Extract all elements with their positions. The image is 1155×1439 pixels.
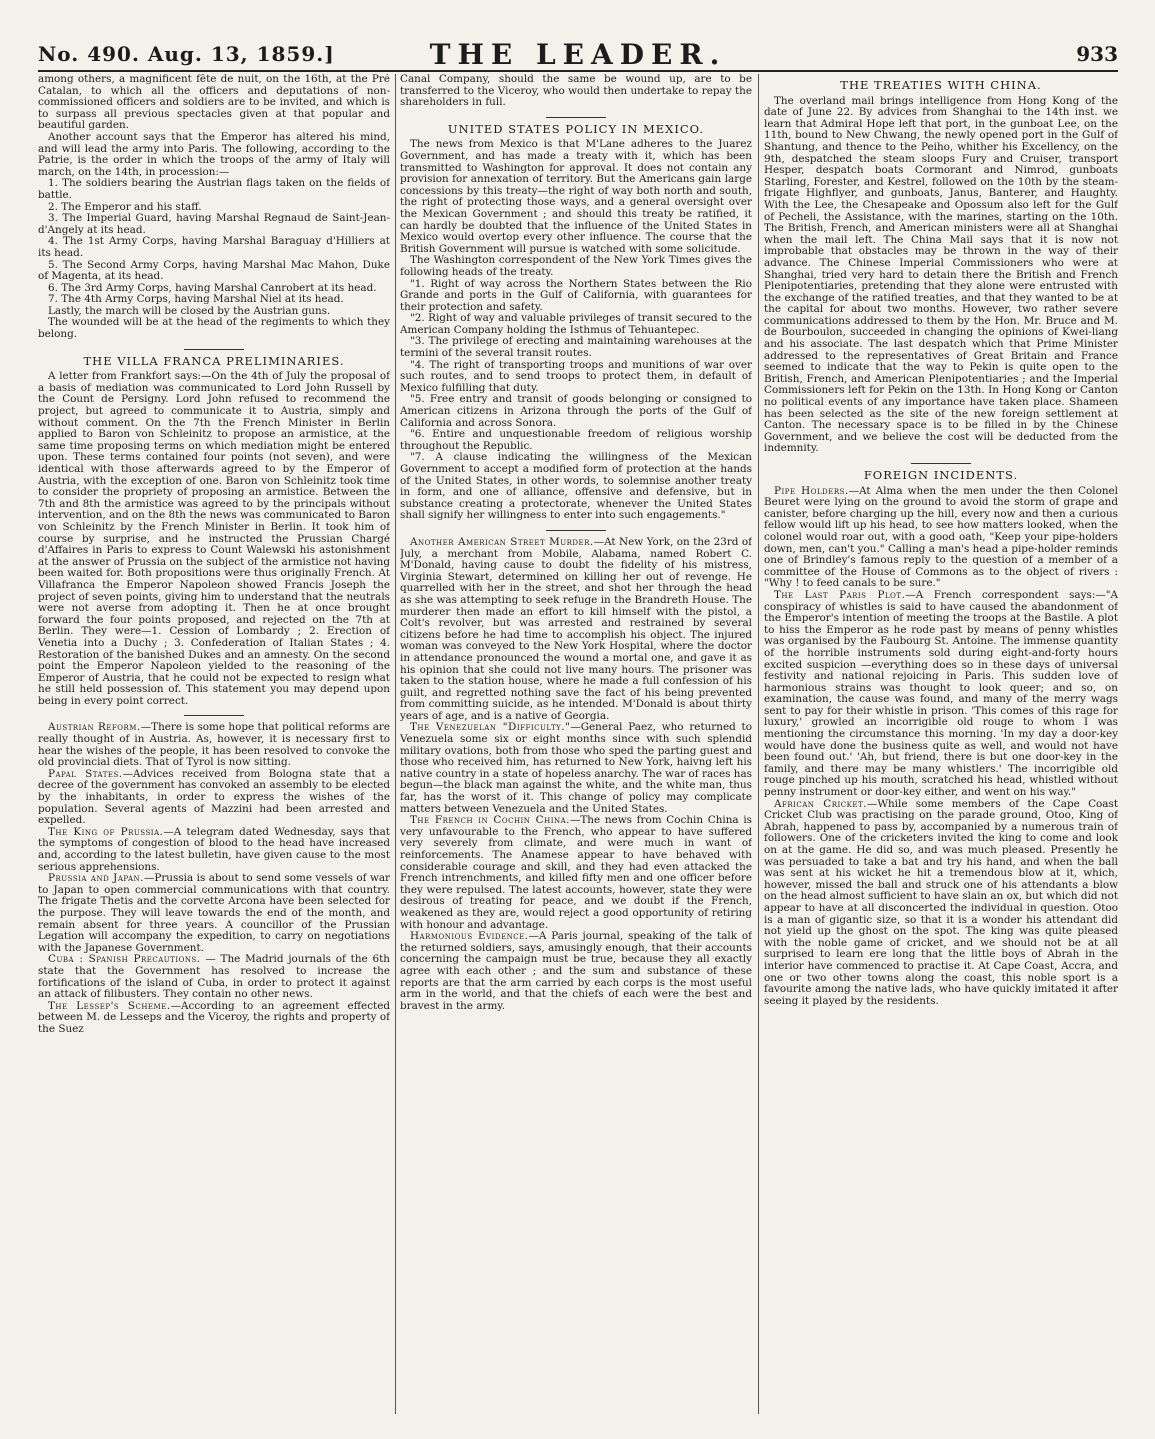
section-heading: THE VILLA FRANCA PRELIMINARIES. bbox=[83, 353, 345, 368]
item-text: —A Paris journal, speaking of the talk of the returned soldiers, says, amusingly enough, that their accounts concerning the campaign must be true, because they all exactly agree with each other ; and the sum and substance of these reports are that the arm carried by each corps is the most useful arm in the world, and that the chiefs of each were the best and bravest in the army. bbox=[400, 930, 752, 1012]
list-item: 3. The Imperial Guard, having Marshal Regnaud de Saint-Jean-d'Angely at its head. bbox=[38, 212, 390, 236]
item-text: —At New York, on the 23rd of July, a merchant from Mobile, Alabama, named Robert C. M'Donald, having cause to doubt the fidelity of his mistress, Virginia Stewart, determined on killing her out of revenge. He quarrelled with her in the street, and shot her through the head as she was attempting to seek refuge in the Brandreth House. The murderer then made an effort to kill himself with the pistol, a Colt's revolver, but was arrested and restrained by several citizens before he had time to accomplish his object. The injured woman was conveyed to the New York Hospital, where the doctor in attendance pronounced the wound a mortal one, and gave it as his opinion that she could not live many hours. The prisoner was taken to the station house, where he made a full confession of his guilt, and regretted nothing save the fact of his being prevented from committing suicide, as he intended. M'Donald is about thirty years of age, and is a native of Georgia. bbox=[400, 535, 752, 722]
section-divider bbox=[911, 463, 971, 464]
paragraph: Canal Company, should the same be wound up, are to be transferred to the Viceroy, who would then undertake to repay the shareholders in full. bbox=[400, 74, 752, 109]
news-item bbox=[38, 769, 390, 827]
issue-date: No. 490. Aug. 13, 1859.] bbox=[38, 42, 335, 66]
section-divider bbox=[184, 715, 244, 716]
section-heading: UNITED STATES POLICY IN MEXICO. bbox=[447, 121, 705, 136]
paragraph: The wounded will be at the head of the regiments to which they belong. bbox=[38, 316, 390, 341]
item-label: Another American Street Murder. bbox=[410, 535, 594, 548]
column-3 bbox=[764, 74, 1118, 1419]
section-divider bbox=[546, 117, 606, 118]
treaty-item: "7. A clause indicating the willingness of the Mexican Government to accept a modified form of protection at the hands of the United States, in other words, to solemnise another treaty in form, and one of alliance, offensive and defensive, but in substance creating a protectorate, whenever the United States shall signify her willingness to enter into such engagements." bbox=[400, 451, 752, 522]
item-label: African Cricket. bbox=[774, 797, 867, 810]
paragraph: Lastly, the march will be closed by the Austrian guns. bbox=[48, 304, 331, 317]
list-item: 5. The Second Army Corps, having Marshal Mac Mahon, Duke of Magenta, at its head. bbox=[38, 258, 390, 283]
news-item bbox=[400, 537, 752, 723]
treaty-item: "1. Right of way across the Northern States between the Rio Grande and ports in the Gulf of California, with guarantees for their protection and safety. bbox=[400, 277, 752, 313]
item-text: —General Paez, who returned to Venezuela some six or eight months since with such splendid military ovations, both from those who sped the parting guest and those who received him, has returned to New York, haivng left his native country in a state of hopeless anarchy. The war of races has begun—the black man against the white, and the white man, thus far, has the worst of it. This change of policy may complicate matters between Venezuela and the United States. bbox=[400, 721, 752, 815]
column-1 bbox=[38, 74, 390, 1419]
item-text: —Advices received from Bologna state that a decree of the government has convoked an assembly to be elected by the inhabitants, in order to express the wishes of the population. Several agents of Mazzini had been arrested and expelled. bbox=[38, 767, 390, 827]
item-label: The King of Prussia. bbox=[48, 825, 164, 838]
list-item: 6. The 3rd Army Corps, having Marshal Canrobert at its head. bbox=[48, 281, 377, 294]
news-item bbox=[38, 722, 390, 768]
column-rule bbox=[758, 74, 759, 1414]
item-text: —There is some hope that political reforms are really thought of in Austria. As, however, it is necessary first to hear the wishes of the people, it has been resolved to convoke the old provincial diets. That of Tyrol is now sitting. bbox=[38, 721, 390, 769]
list-item: 2. The Emperor and his staff. bbox=[48, 200, 202, 213]
treaty-item: "3. The privilege of erecting and maintaining warehouses at the termini of the several transit routes. bbox=[400, 335, 752, 360]
item-text: —The news from Cochin China is very unfavourable to the French, who appear to have suffered very severely from climate, and were much in want of reinforcements. The Anamese appear to have behaved with considerable courage and skill, and they had even attacked the French intrenchments, and killed fifty men and one officer before they were repulsed. The latest accounts, however, state they were desirous of treating for peace, and we doubt if the French, weakened as they are, would reject a good opportunity of retiring with honour and advantage. bbox=[400, 814, 752, 931]
page-number: 933 bbox=[1076, 42, 1118, 66]
item-label: The Venezuelan "Difficulty." bbox=[410, 721, 571, 734]
item-text: — The Madrid journals of the 6th state that the Government has resolved to increase the fortifications of the island of Cuba, in order to protect it against an attack of filibusters. They contain no other news. bbox=[38, 953, 390, 1001]
paragraph: among others, a magnificent fête de nuit, on the 16th, at the Pré Catalan, to which all the officers and deputations of non-commissioned officers and soldiers are to be invited, and which is to surpass all previous spectacles given at that popular and beautiful garden. bbox=[38, 74, 390, 132]
list-item: 7. The 4th Army Corps, having Marshal Niel at its head. bbox=[48, 293, 344, 306]
column-2 bbox=[400, 74, 752, 1419]
item-label: Prussia and Japan. bbox=[48, 872, 144, 885]
item-label: The Lessep's Scheme. bbox=[48, 999, 171, 1012]
item-label: The Last Paris Plot. bbox=[774, 588, 906, 601]
treaty-item: "4. The right of transporting troops and munitions of war over such routes, and to send troops to protect them, in default of Mexico fulfilling that duty. bbox=[400, 358, 752, 394]
article-body: The overland mail brings intelligence from Hong Kong of the date of June 22. By advices from Shanghai to the 14th inst. we learn that Admiral Hope left that port, in the gunboat Lee, on the 11th, bound to New Chwang, the newly opened port in the Gulf of Shantung, and thence to the Peiho, whither his Excellency, on the 9th, despatched the steam sloops Fury and Cruiser, transport Hesper, despatch boats Cormorant and Nimrod, gunboats Starling, Forester, and Kestrel, followed on the 10th by the steam-frigate Highflyer, and gunboats, Janus, Banterer, and Haughty. With the Lee, the Chesapeake and Opossum also left for the Gulf of Pecheli, the Assistance, with the marines, starting on the 10th. The British, French, and American ministers were all at Shanghai when the mail left. The China Mail says that it is now not improbable that obstacles may be thrown in the way of their advance. The Chinese Imperial Commissioners who were at Shanghai, tried very hard to detain there the British and French Plenipotentiaries, pretending that they alone were entrusted with the exchange of the ratified treaties, and that they wanted to be at the capital for about two months. However, two rather severe communications addressed to them by the Hon. Mr. Bruce and M. de Bourboulon, succeeded in changing the opinions of Kwei-liang and his associate. The last despatch which that Prime Minister addressed to the representatives of Great Britain and France seemed to indicate that the way to Pekin is quite open to the British, French, and American Plenipotentiaries ; and the Imperial Commissioners left for Pekin on the 13th. In Hong Kong or Canton no political events of any importance have taken place. Shameen has been selected as the site of the new foreign settlement at Canton. The necessary space is to be filled in by the Chinese Government, and we believe the cost will be deducted from the indemnity. bbox=[764, 94, 1118, 455]
treaty-item: "2. Right of way and valuable privileges of transit secured to the American Company holding the Isthmus of Tehuantepec. bbox=[400, 312, 752, 336]
news-item bbox=[38, 827, 390, 873]
item-label: Harmonious Evidence. bbox=[410, 930, 529, 943]
news-item bbox=[764, 486, 1118, 590]
item-text: —According to an agreement effected between M. de Lesseps and the Viceroy, the rights and property of the Suez bbox=[38, 999, 390, 1035]
news-item bbox=[38, 954, 390, 1000]
item-label: Pipe Holders. bbox=[774, 484, 849, 497]
item-label: Cuba : Spanish Precautions. bbox=[48, 953, 201, 966]
paragraph: Another account says that the Emperor has altered his mind, and will lead the army into Paris. The following, according to the Patrie, is the order in which the troops of the army of Italy will march, on the 14th, in procession:— bbox=[38, 130, 390, 178]
item-label: Austrian Reform. bbox=[48, 721, 141, 734]
article-body: A letter from Frankfort says:—On the 4th of July the proposal of a basis of mediation was communicated to Lord John Russell by the Count de Persigny. Lord John refused to recommend the project, but agreed to communicate it to Austria, simply and without comment. On the 7th the French Minister in Berlin applied to Baron von Schleinitz to propose an armistice, at the same time proposing terms on which mediation might be entered upon. These terms contained four points (not seven), and were identical with those afterwards agreed to by the Emperor of Austria, with the exception of one. Baron von Schleinitz took time to consider the propriety of proposing an armistice. Between the 7th and 8th the armistice was agreed to by the principals without intervention, and on the 8th the news was communicated to Baron von Schleinitz by the French Minister in Berlin. It took him of course by surprise, and he instructed the Prussian Chargé d'Affaires in Paris to express to Count Walewski his astonishment at the answer of Prussia on the subject of the armistice not having been waited for. Both propositions were thus originally French. At Villafranca the Emperor Napoleon showed Francis Joseph the project of seven points, giving him to understand that the neutrals were not averse from adopting it. Then he at once brought forward the four points proposed, and rejected on the 7th at Berlin. They were—1. Cession of Lombardy ; 2. Erection of Venetia into a Duchy ; 3. Confederation of Italian States ; 4. Restoration of the banished Dukes and an amnesty. On the second point the Emperor Napoleon yielded to the reasoning of the Emperor of Austria, that he could not be expected to resign what he still held possession of. This statement you may depend upon being in every point correct. bbox=[38, 370, 390, 707]
column-rule bbox=[395, 74, 396, 1414]
news-item bbox=[38, 873, 390, 954]
news-item bbox=[400, 722, 752, 815]
section-heading: THE TREATIES WITH CHINA. bbox=[840, 78, 1042, 92]
newspaper-title: THE LEADER. bbox=[429, 38, 727, 71]
news-item bbox=[38, 1001, 390, 1036]
list-item: 1. The soldiers bearing the Austrian flags taken on the fields of battle. bbox=[38, 177, 390, 201]
news-item bbox=[764, 590, 1118, 799]
news-item bbox=[764, 799, 1118, 1008]
item-text: —A telegram dated Wednesday, says that the symptoms of congestion of blood to the head have increased and, according to the latest bulletin, have given cause to the most serious apprehensions. bbox=[38, 825, 390, 873]
item-text: —At Alma when the men under the then Colonel Beuret were lying on the ground to avoid the storm of grape and canister, before charging up the hill, every now and then a curious fellow would lift up his head, to see how matters looked, when the colonel would roar out, with a good oath, "Keep your pipe-holders down, men, can't you." Calling a man's head a pipe-holder reminds one of Brindley's famous reply to the question of a member of a committee of the House of Commons as to the object of rivers : "Why ! to feed canals to be sure." bbox=[764, 484, 1118, 590]
section-divider bbox=[184, 349, 244, 350]
treaty-item: "6. Entire and unquestionable freedom of religious worship throughout the Republic. bbox=[400, 428, 752, 452]
item-text: —A French correspondent says:—"A conspiracy of whistles is said to have caused the abandonment of the Emperor's intention of meeting the troops at the Bastile. A plot to hiss the Emperor as he rode past by means of penny whistles was organised by the Faubourg St. Antoine. The immense quantity of the horrible instruments sold during eight-and-forty hours excited suspicion —everything does so in these days of universal festivity and national rejoicing in Paris. This sudden love of harmonious strains was thought to look queer; and so, on examination, the cause was found, and many of the merry wags sent to pay for their whistle in prison. 'This comes of this rage for luxury,' growled an incorrigible old rouge to whom I was mentioning the circumstance this morning. 'In my day a door-key would have done the business quite as well, and would not have been found out.' 'Ah, but friend, there is but one door-key in the family, and there may be many whistlers.' The incorrigible old rouge pinched up his mouth, scratched his head, whistled without penny instrument or door-key either, and went on his way." bbox=[764, 588, 1118, 799]
article-columns bbox=[38, 74, 1118, 1424]
treaty-item: "5. Free entry and transit of goods belonging or consigned to American citizens in Arizona through the ports of the Gulf of California and across Sonora. bbox=[400, 393, 752, 429]
section-divider bbox=[546, 530, 606, 531]
item-text: —While some members of the Cape Coast Cricket Club was practising on the parade ground, Otoo, King of Abrah, happened to pass by, accompanied by a numerous train of followers. One of the cricketers invited the king to come and look on at the game. He did so, and was much pleased. Presently he was persuaded to take a bat and try his hand, and when the ball was sent at his wicket he hit a tremendous blow at it, which, however, missed the ball and struck one of his attendants a blow on the head almost sufficient to have slain an ox, but which did not appear to have at all disconcerted the individual in question. Otoo is a man of gigantic size, so that it is a wonder his attendant did not yield up the ghost on the spot. The king was quite pleased with the noble game of cricket, and we should not be at all surprised to learn ere long that the little boys of Abrah in the interior have commenced to practise it. At Cape Coast, Accra, and one or two other towns along the coast, this noble sport is a favourite among the native lads, who have quickly imitated it after seeing it played by the residents. bbox=[764, 797, 1118, 1007]
masthead bbox=[38, 36, 1118, 72]
item-label: Papal States. bbox=[48, 767, 123, 780]
item-label: The French in Cochin China. bbox=[410, 814, 570, 827]
article-body: The news from Mexico is that M'Lane adheres to the Juarez Government, and has made a treaty with it, which has been transmitted to Washington for approval. It does not contain any provision for annexation of territory. But the Americans gain large concessions by this treaty—the right of way both north and south, the right of protecting those ways, and a general oversight over the Mexican Government ; and should this treaty be ratified, it can hardly be doubted that the influence of the United States in Mexico would overtop every other influence. The course that the British Government will pursue is watched with some solicitude. bbox=[400, 138, 752, 255]
section-heading: FOREIGN INCIDENTS. bbox=[863, 468, 1019, 482]
item-text: —Prussia is about to send some vessels of war to Japan to open commercial communications with that country. The frigate Thetis and the corvette Arcona have been selected for the purpose. They will leave towards the end of the month, and remain absent for three years. A councillor of the Prussian Legation will accompany the expedition, to carry on negotiations with the Japanese Government. bbox=[38, 872, 390, 954]
news-item bbox=[400, 931, 752, 1012]
news-item bbox=[400, 815, 752, 931]
list-item: 4. The 1st Army Corps, having Marshal Baraguay d'Hilliers at its head. bbox=[38, 235, 390, 259]
article-body: The Washington correspondent of the New York Times gives the following heads of the treaty. bbox=[400, 254, 752, 278]
